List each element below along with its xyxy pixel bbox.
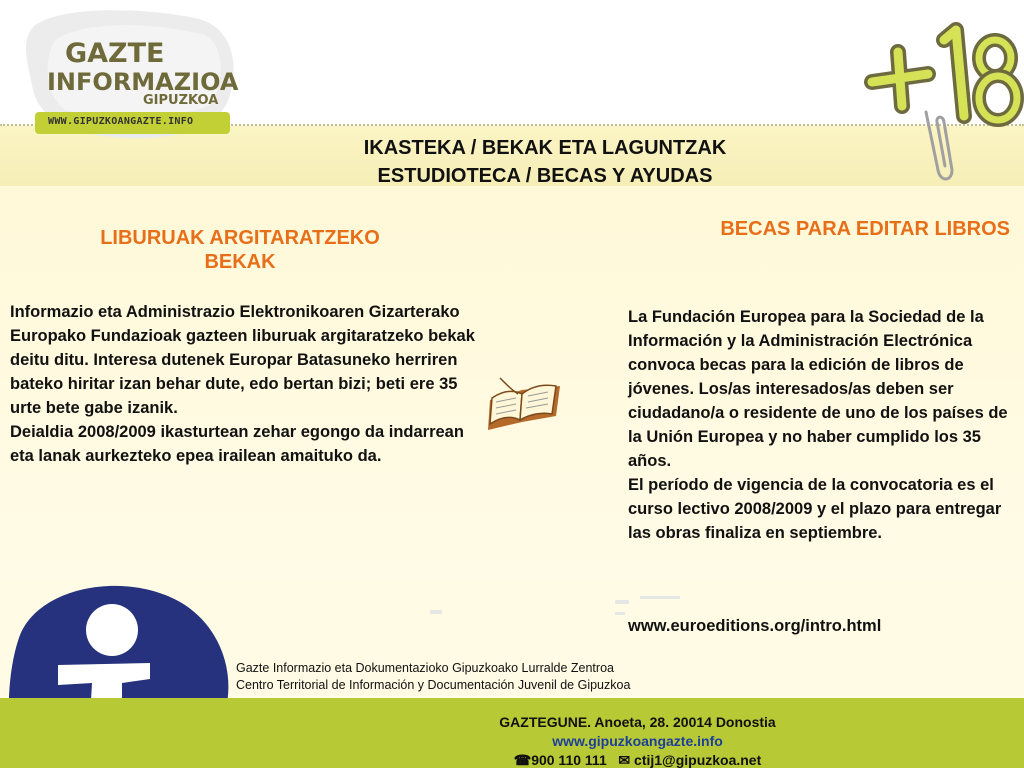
right-body xyxy=(628,305,1013,545)
footer-contact-line xyxy=(450,751,825,768)
logo-url: WWW.GIPUZKOANGAZTE.INFO xyxy=(48,116,194,127)
footer-address: GAZTEGUNE. Anoeta, 28. 20014 Donostia xyxy=(499,714,776,730)
decoration xyxy=(430,610,442,614)
paperclip-icon xyxy=(926,112,952,179)
left-body xyxy=(10,300,480,468)
right-body-paragraph2: El período de vigencia de la convocatoria es el curso lectivo 2008/2009 y el plazo para entregar las obras finaliza en septiembre. xyxy=(628,476,1002,542)
left-heading xyxy=(30,226,450,274)
title-line-es: ESTUDIOTECA / BECAS Y AYUDAS xyxy=(377,165,713,187)
title-line-eu: IKASTEKA / BEKAK ETA LAGUNTZAK xyxy=(363,137,727,159)
footer-website-link[interactable]: www.gipuzkoangazte.info xyxy=(552,733,723,749)
decoration xyxy=(615,612,625,615)
logo-line2: INFORMAZIOA xyxy=(47,68,239,96)
phone-icon: ☎ xyxy=(513,752,532,768)
logo-line1: GAZTE xyxy=(65,38,165,69)
decoration xyxy=(640,596,680,599)
footer-phone: 900 110 111 xyxy=(531,752,607,768)
left-body-paragraph1: Informazio eta Administrazio Elektronikoaren Gizarterako Europako Fundazioak gazteen liburuak argitaratzeko bekak deitu ditu. Interesa dutenek Europar Batasuneko herriren bateko hiritar izan behar dute, edo bertan bizi; beti ere 35 urte bete gabe izanik. xyxy=(10,303,475,417)
left-heading-line1: LIBURUAK ARGITARATZEKO xyxy=(100,227,380,249)
footer-centre-names xyxy=(236,660,630,694)
gazte-informazioa-logo xyxy=(25,0,250,160)
logo-line3: GIPUZKOA xyxy=(143,93,219,108)
footer-email[interactable]: ctij1@gipuzkoa.net xyxy=(634,752,762,768)
left-body-paragraph2: Deialdia 2008/2009 ikasturtean zehar egongo da indarrean eta lanak aurkezteko epea irailean amaituko da. xyxy=(10,423,464,465)
footer-contact xyxy=(450,713,825,768)
euroeditions-link[interactable]: www.euroeditions.org/intro.html xyxy=(628,617,882,635)
left-heading-line2: BEKAK xyxy=(204,251,276,273)
book-icon xyxy=(482,372,566,436)
page-title xyxy=(240,134,850,190)
right-heading: BECAS PARA EDITAR LIBROS xyxy=(720,218,1010,240)
right-body-paragraph1: La Fundación Europea para la Sociedad de la Información y la Administración Electrónica convoca becas para la edición de libros de jóvenes. Los/as interesados/as deben ser ciudadano/a o residente de uno de los países de la Unión Europea y no haber cumplido los 35 años. xyxy=(628,308,1008,470)
footer-centre-es: Centro Territorial de Información y Documentación Juvenil de Gipuzkoa xyxy=(236,678,631,692)
envelope-icon: ✉ xyxy=(618,752,631,768)
footer-centre-eu: Gazte Informazio eta Dokumentazioko Gipuzkoako Lurralde Zentroa xyxy=(236,661,614,675)
decoration xyxy=(615,600,629,604)
plus18-badge xyxy=(860,0,1024,190)
